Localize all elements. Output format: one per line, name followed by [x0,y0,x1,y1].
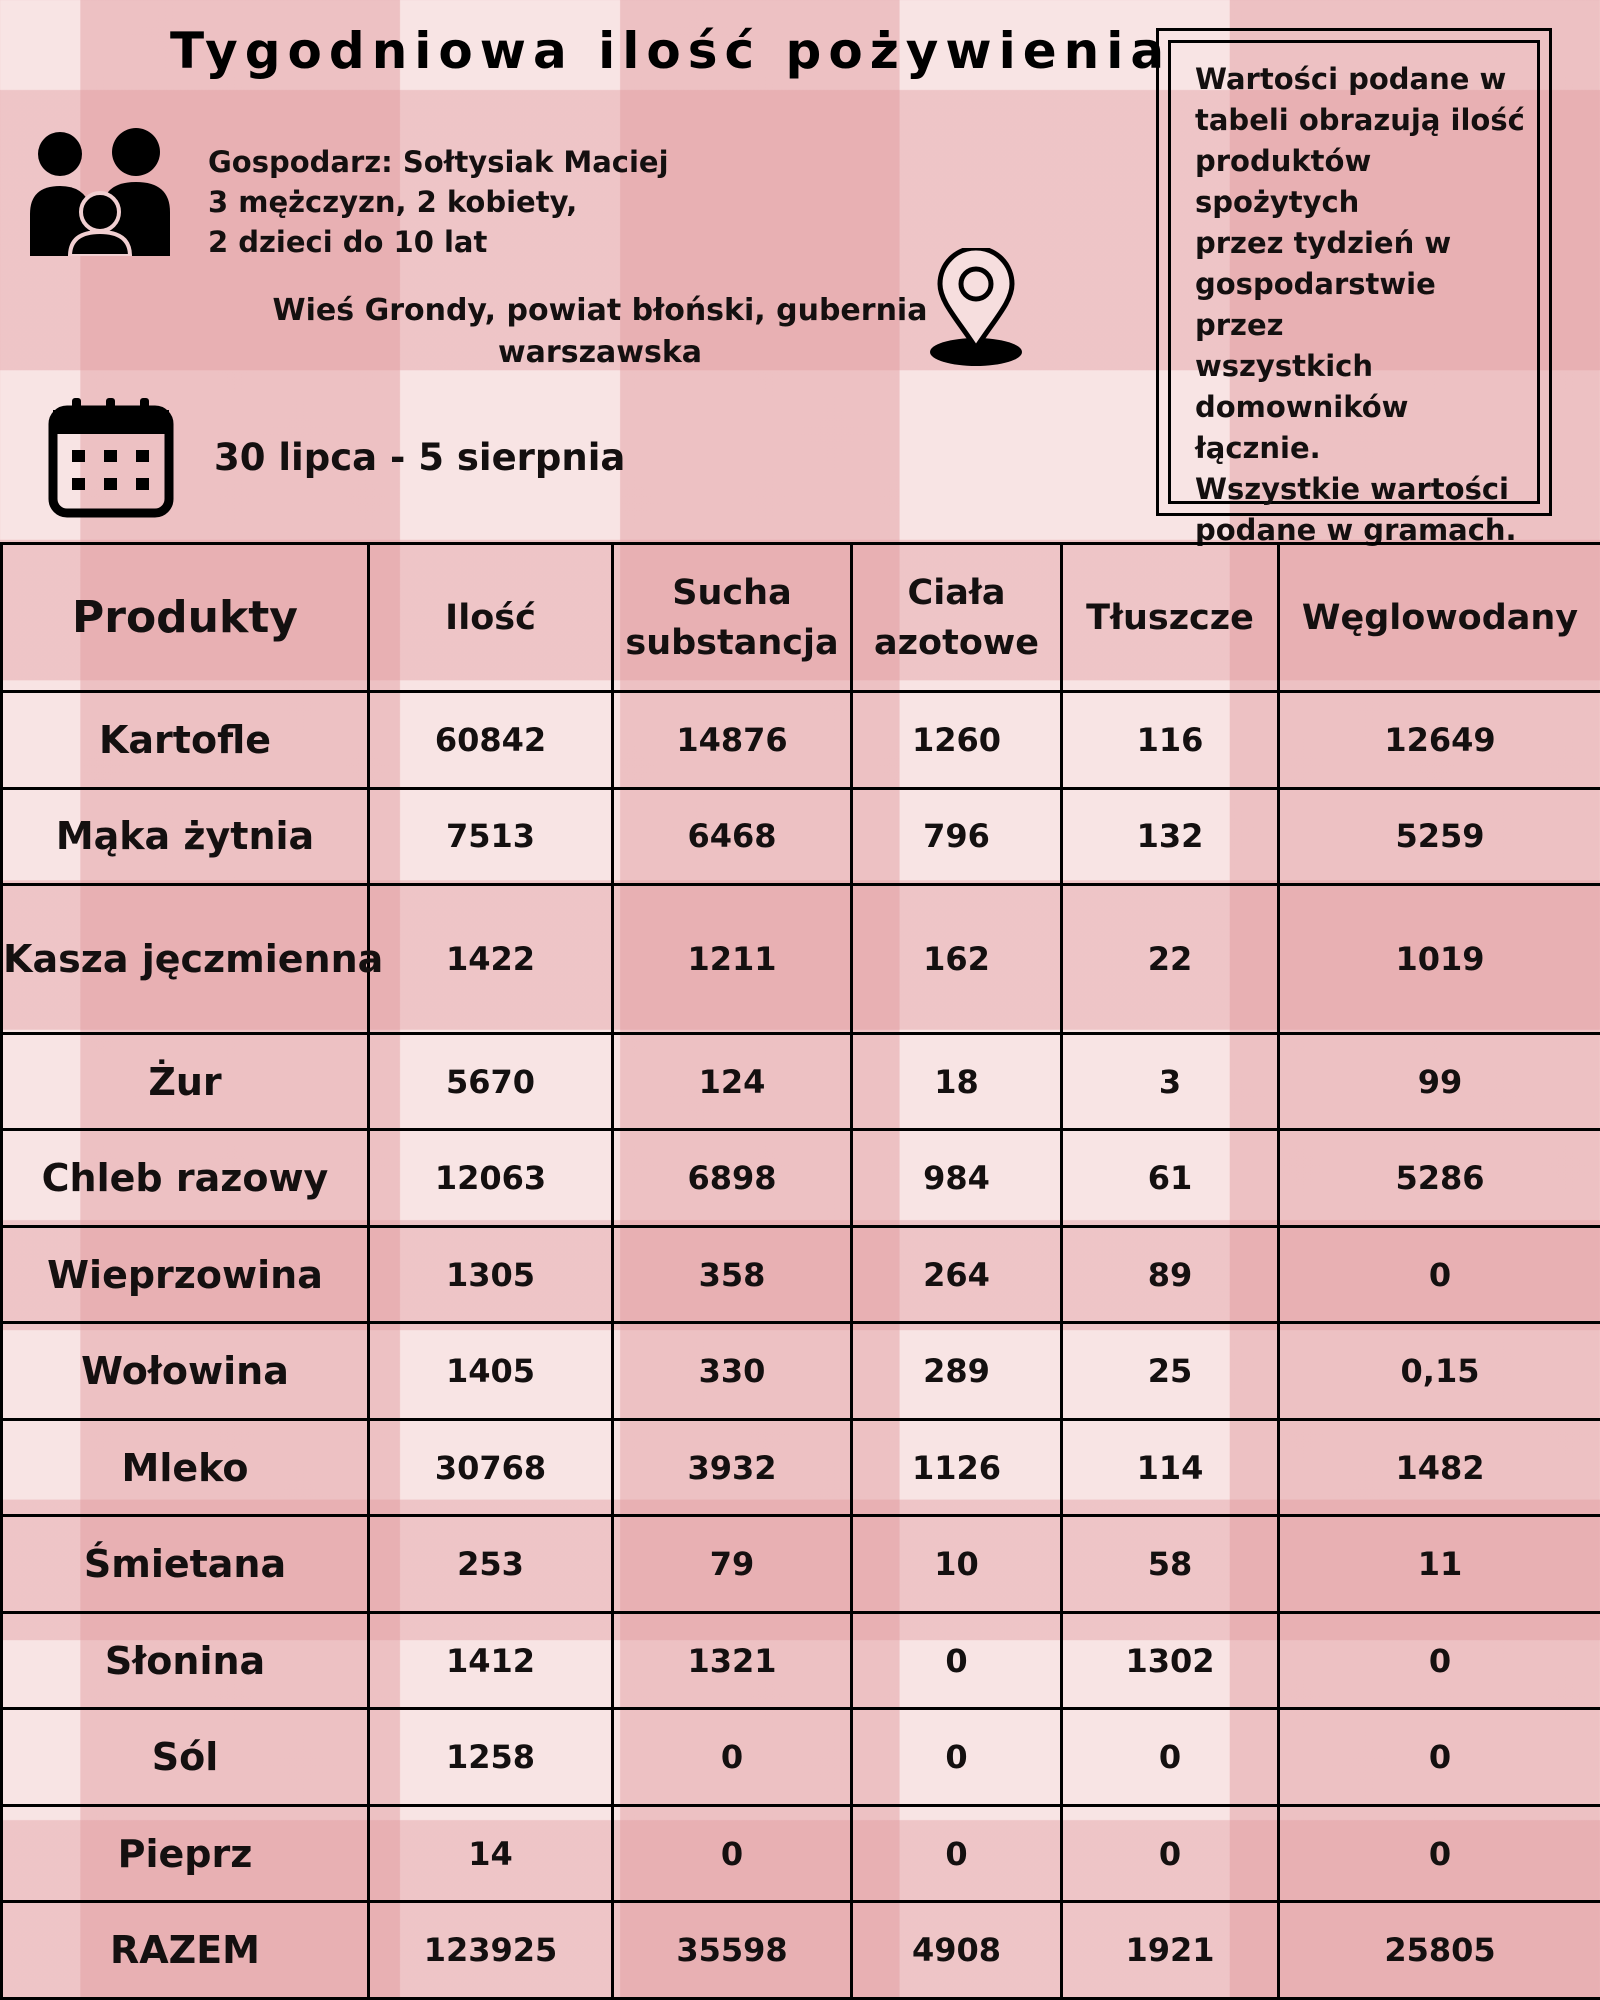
amount-cell: 1258 [369,1709,613,1806]
table-row [2,692,1600,789]
table-row [2,1709,1600,1806]
product-name: Mąka żytnia [2,788,369,885]
fat-cell: 1921 [1062,1902,1279,1999]
table-row [2,1805,1600,1902]
protein-cell: 289 [852,1323,1062,1420]
fat-cell: 132 [1062,788,1279,885]
carbohydrates-cell: 0 [1279,1226,1600,1323]
column-header-protein: Ciała azotowe [852,544,1062,692]
householder-info [208,142,669,262]
dry-matter-cell: 79 [613,1516,852,1613]
protein-cell: 0 [852,1709,1062,1806]
fat-cell: 0 [1062,1805,1279,1902]
table-row [2,788,1600,885]
table-body [2,692,1600,1999]
carbohydrates-cell: 99 [1279,1033,1600,1130]
carbohydrates-cell: 0,15 [1279,1323,1600,1420]
column-header-fat: Tłuszcze [1062,544,1279,692]
carbohydrates-cell: 5286 [1279,1130,1600,1227]
dry-matter-cell: 1211 [613,885,852,1034]
household-children: 2 dzieci do 10 lat [208,225,488,259]
protein-cell: 1126 [852,1419,1062,1516]
amount-cell: 12063 [369,1130,613,1227]
dry-matter-cell: 0 [613,1805,852,1902]
dry-matter-cell: 358 [613,1226,852,1323]
table-row [2,1516,1600,1613]
product-name: Słonina [2,1612,369,1709]
dry-matter-cell: 1321 [613,1612,852,1709]
location-text: Wieś Grondy, powiat błoński, gubernia warszawska [272,293,928,370]
protein-cell: 18 [852,1033,1062,1130]
table-row [2,1226,1600,1323]
column-header-products: Produkty [2,544,369,692]
amount-cell: 123925 [369,1902,613,1999]
page-title: Tygodniowa ilość pożywienia [170,22,1172,80]
protein-cell: 4908 [852,1902,1062,1999]
dry-matter-cell: 124 [613,1033,852,1130]
family-icon [30,128,176,256]
dry-matter-cell: 0 [613,1709,852,1806]
table-row [2,885,1600,1034]
product-name: Mleko [2,1419,369,1516]
product-name: Śmietana [2,1516,369,1613]
carbohydrates-cell: 0 [1279,1709,1600,1806]
dry-matter-cell: 3932 [613,1419,852,1516]
product-name: Chleb razowy [2,1130,369,1227]
amount-cell: 7513 [369,788,613,885]
carbohydrates-cell: 1482 [1279,1419,1600,1516]
table-header-row [2,544,1600,692]
carbohydrates-cell: 0 [1279,1805,1600,1902]
note-text: Wartości podane w tabeli obrazują ilość produktów spożytych przez tydzień w gospodarstwie przez wszystkich domowników łącznie. Wszystkie wartości podane w gramach. [1195,62,1525,547]
fat-cell: 25 [1062,1323,1279,1420]
product-name: Kasza jęczmienna [2,885,369,1034]
fat-cell: 116 [1062,692,1279,789]
amount-cell: 1422 [369,885,613,1034]
dry-matter-cell: 6898 [613,1130,852,1227]
table-row [2,1612,1600,1709]
amount-cell: 60842 [369,692,613,789]
amount-cell: 5670 [369,1033,613,1130]
protein-cell: 1260 [852,692,1062,789]
column-header-carbohydrates: Węglowodany [1279,544,1600,692]
carbohydrates-cell: 5259 [1279,788,1600,885]
dry-matter-cell: 14876 [613,692,852,789]
table-row [2,1323,1600,1420]
householder-name: Gospodarz: Sołtysiak Maciej [208,145,669,179]
fat-cell: 58 [1062,1516,1279,1613]
protein-cell: 10 [852,1516,1062,1613]
product-name: Wołowina [2,1323,369,1420]
date-range: 30 lipca - 5 sierpnia [214,436,626,479]
table-row [2,1419,1600,1516]
dry-matter-cell: 35598 [613,1902,852,1999]
product-name: Żur [2,1033,369,1130]
note-box [1156,28,1552,547]
protein-cell: 264 [852,1226,1062,1323]
column-header-dry-matter: Sucha substancja [613,544,852,692]
carbohydrates-cell: 12649 [1279,692,1600,789]
dry-matter-cell: 6468 [613,788,852,885]
calendar-icon [48,398,174,518]
amount-cell: 30768 [369,1419,613,1516]
household-adults: 3 mężczyzn, 2 kobiety, [208,185,578,219]
carbohydrates-cell: 1019 [1279,885,1600,1034]
product-name: RAZEM [2,1902,369,1999]
food-table [0,542,1600,2000]
product-name: Pieprz [2,1805,369,1902]
table-row [2,1033,1600,1130]
protein-cell: 162 [852,885,1062,1034]
column-header-amount: Ilość [369,544,613,692]
carbohydrates-cell: 25805 [1279,1902,1600,1999]
carbohydrates-cell: 0 [1279,1612,1600,1709]
amount-cell: 1305 [369,1226,613,1323]
protein-cell: 0 [852,1805,1062,1902]
dry-matter-cell: 330 [613,1323,852,1420]
carbohydrates-cell: 11 [1279,1516,1600,1613]
protein-cell: 0 [852,1612,1062,1709]
fat-cell: 1302 [1062,1612,1279,1709]
amount-cell: 253 [369,1516,613,1613]
fat-cell: 3 [1062,1033,1279,1130]
fat-cell: 22 [1062,885,1279,1034]
protein-cell: 796 [852,788,1062,885]
note-inner [1168,40,1540,547]
amount-cell: 1405 [369,1323,613,1420]
protein-cell: 984 [852,1130,1062,1227]
amount-cell: 14 [369,1805,613,1902]
fat-cell: 114 [1062,1419,1279,1516]
table-row [2,1130,1600,1227]
fat-cell: 89 [1062,1226,1279,1323]
fat-cell: 61 [1062,1130,1279,1227]
map-pin-icon [928,248,1024,374]
fat-cell: 0 [1062,1709,1279,1806]
product-name: Wieprzowina [2,1226,369,1323]
product-name: Kartofle [2,692,369,789]
table-total-row [2,1902,1600,1999]
product-name: Sól [2,1709,369,1806]
amount-cell: 1412 [369,1612,613,1709]
